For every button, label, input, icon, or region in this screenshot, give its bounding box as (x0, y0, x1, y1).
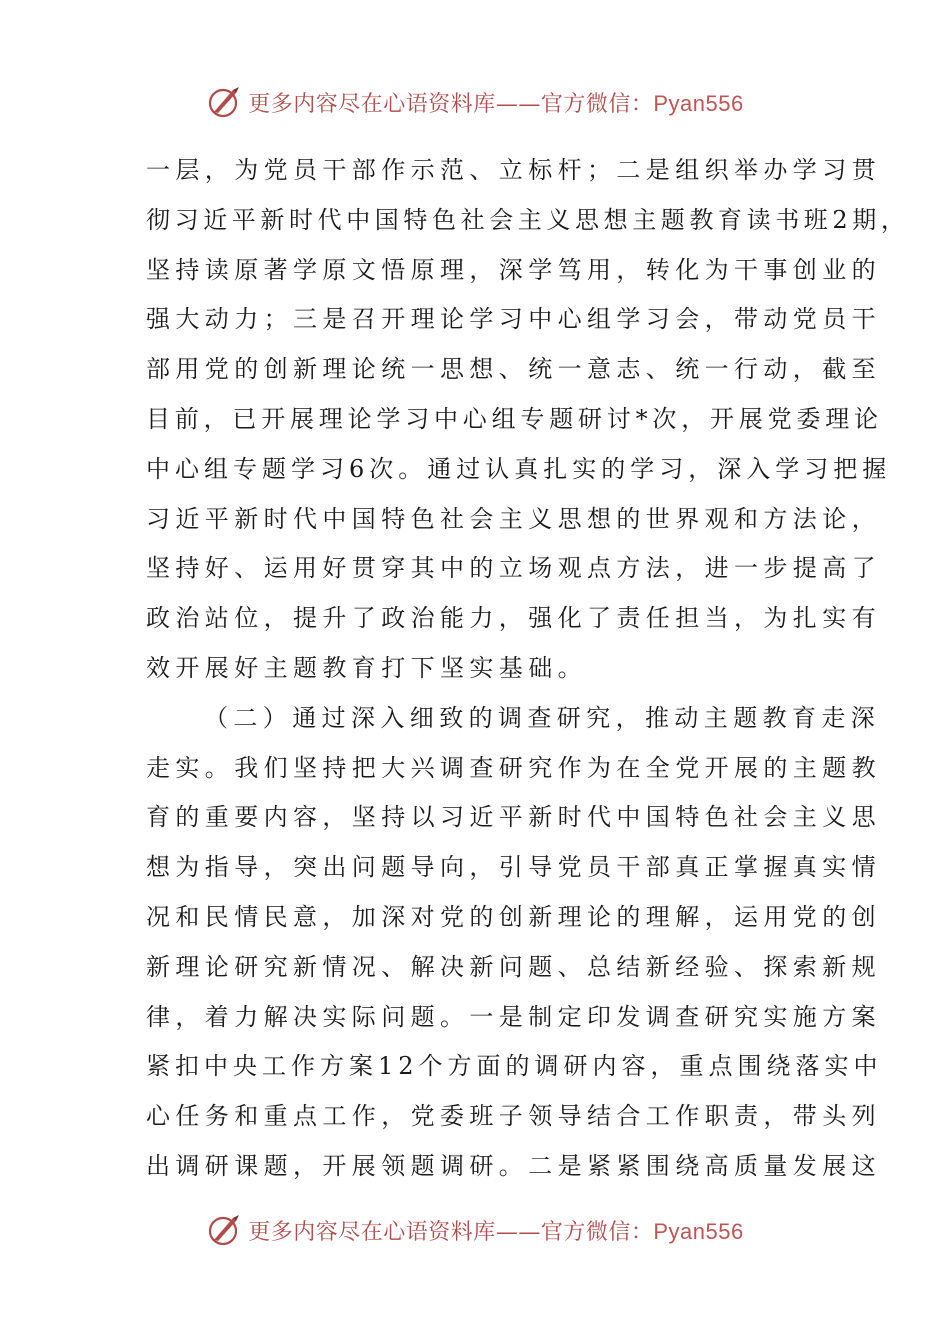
body-line: 想为指导，突出问题导向，引导党员干部真正掌握真实情 (146, 853, 881, 882)
body-line: 坚持好、运用好贯穿其中的立场观点方法，进一步提高了 (146, 554, 881, 583)
banner-text (248, 1215, 743, 1246)
body-line: 况和民情民意，加深对党的创新理论的理解，运用党的创 (146, 902, 881, 931)
quill-logo-icon (206, 84, 242, 120)
banner-text (248, 87, 743, 118)
body-line: 育的重要内容，坚持以习近平新时代中国特色社会主义思 (146, 803, 881, 832)
banner-dash: —— (495, 1219, 541, 1245)
body-line: 中心组专题学习6次。通过认真扎实的学习，深入学习把握 (146, 454, 892, 483)
body-line: 走实。我们坚持把大兴调查研究作为在全党开展的主题教 (146, 753, 881, 782)
document-body (146, 146, 910, 1192)
body-line: 坚持读原著学原文悟原理，深学笃用，转化为干事创业的 (146, 255, 881, 284)
body-line: 一层，为党员干部作示范、立标杆；二是组织举办学习贯 (146, 156, 881, 184)
footer-banner (0, 1208, 950, 1252)
body-line: 部用党的创新理论统一思想、统一意志、统一行动，截至 (146, 355, 881, 384)
banner-wechat-id: Pyan556 (653, 1218, 744, 1244)
banner-site-text: 更多内容尽在心语资料库 (248, 1219, 496, 1245)
section-heading-line: （二）通过深入细致的调查研究，推动主题教育走深 (204, 703, 881, 732)
banner-wechat-label: 官方微信： (540, 91, 654, 117)
quill-logo-icon (206, 1212, 242, 1248)
body-line: 政治站位，提升了政治能力，强化了责任担当，为扎实有 (146, 604, 881, 633)
banner-dash: —— (495, 91, 541, 117)
body-line: 目前，已开展理论学习中心组专题研讨*次，开展党委理论 (146, 404, 883, 433)
body-line: 紧扣中央工作方案12个方面的调研内容，重点围绕落实中 (146, 1052, 883, 1081)
body-line: 出调研课题，开展领题调研。二是紧紧围绕高质量发展这 (146, 1151, 881, 1180)
banner-wechat-id: Pyan556 (653, 90, 744, 116)
banner-wechat-label: 官方微信： (540, 1219, 654, 1245)
body-line: 律，着力解决实际问题。一是制定印发调查研究实施方案 (146, 1002, 881, 1031)
body-line: 彻习近平新时代中国特色社会主义思想主题教育读书班2期， (146, 205, 910, 234)
body-line: 强大动力；三是召开理论学习中心组学习会，带动党员干 (146, 305, 881, 334)
body-line: 效开展好主题教育打下坚实基础。 (146, 653, 587, 682)
body-line: 心任务和重点工作，党委班子领导结合工作职责，带头列 (146, 1102, 881, 1131)
body-line: 习近平新时代中国特色社会主义思想的世界观和方法论， (146, 504, 881, 533)
header-banner (0, 80, 950, 124)
banner-site-text: 更多内容尽在心语资料库 (248, 91, 496, 117)
body-line: 新理论研究新情况、解决新问题、总结新经验、探索新规 (146, 952, 881, 981)
